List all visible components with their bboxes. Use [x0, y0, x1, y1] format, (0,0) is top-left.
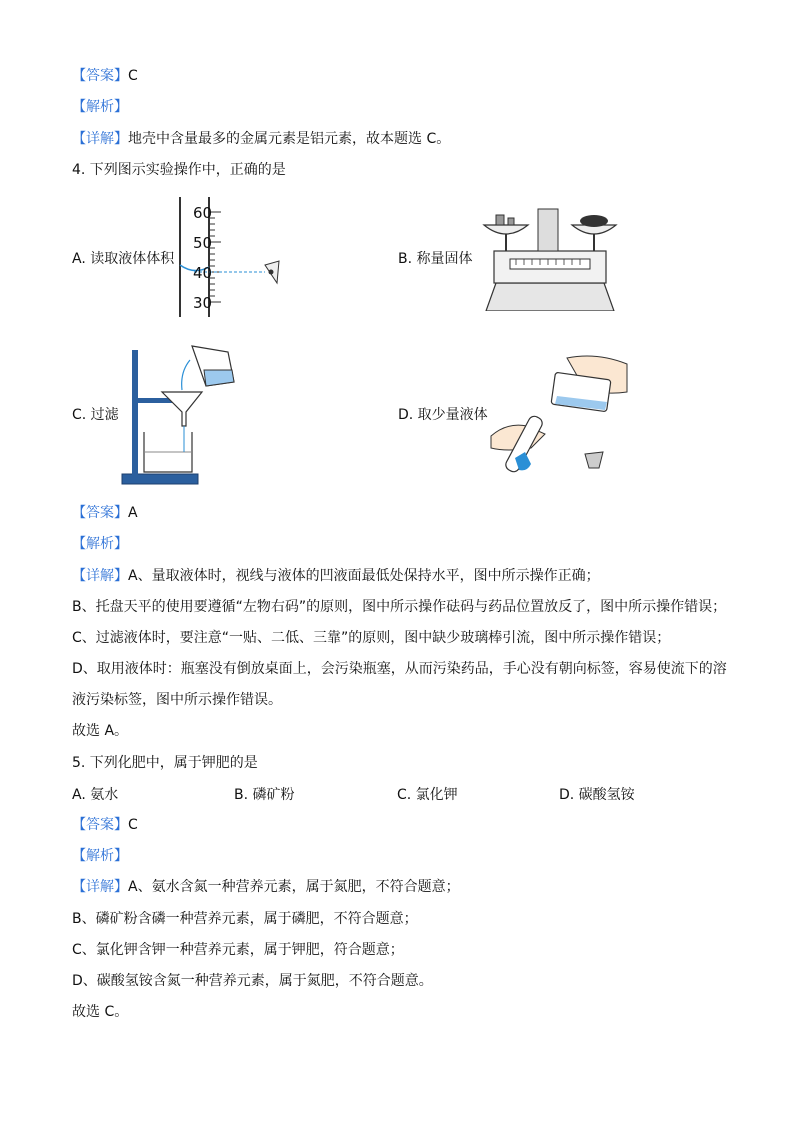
q3-analysis-line: [72, 97, 128, 117]
detail-tag: 【详解】: [72, 568, 128, 584]
q3-detail-line: [72, 129, 450, 149]
analysis-tag: 【解析】: [72, 536, 128, 552]
q4-analysis-line: [72, 534, 128, 554]
q4-option-b: B. 称量固体: [398, 251, 473, 267]
answer-value: C: [128, 68, 138, 84]
q5-option-b: B. 磷矿粉: [234, 787, 295, 803]
q5-detail-c: C、氯化钾含钾一种营养元素，属于钾肥，符合题意；: [72, 942, 404, 958]
eye-icon: [265, 261, 279, 283]
cylinder-tick-40: 40: [193, 264, 213, 282]
detail-tag: 【详解】: [72, 879, 128, 895]
q4-option-a: A. 读取液体体积: [72, 251, 175, 267]
q5-analysis-line: [72, 846, 128, 866]
q5-conclusion: 故选 C。: [72, 1004, 129, 1020]
filter-stand-icon: [120, 342, 240, 487]
q4-option-d: D. 取少量液体: [398, 407, 488, 423]
q5-answer-line: [72, 815, 138, 835]
answer-value: C: [128, 817, 138, 833]
q4-detail-d-line2: 液污染标签，图中所示操作错误。: [72, 692, 282, 708]
q4-detail-d-line1: D、取用液体时：瓶塞没有倒放桌面上，会污染瓶塞，从而污染药品，手心没有朝向标签，容易使流下的溶: [72, 661, 727, 677]
cylinder-tick-30: 30: [193, 294, 213, 312]
q5-detail-b: B、磷矿粉含磷一种营养元素，属于磷肥，不符合题意；: [72, 911, 418, 927]
detail-text: A、氨水含氮一种营养元素，属于氮肥，不符合题意；: [128, 879, 460, 895]
answer-tag: 【答案】: [72, 505, 128, 521]
answer-tag: 【答案】: [72, 68, 128, 84]
q4-answer-line: [72, 503, 138, 523]
balance-icon: [476, 203, 624, 311]
detail-text: A、量取液体时，视线与液体的凹液面最低处保持水平，图中所示操作正确；: [128, 568, 600, 584]
q5-option-c: C. 氯化钾: [397, 787, 458, 803]
cylinder-tick-60: 60: [193, 204, 213, 222]
q4-detail-b: B、托盘天平的使用要遵循“左物右码”的原则，图中所示操作砝码与药品位置放反了，图中所示操作错误；: [72, 599, 727, 615]
q4-stem: 4. 下列图示实验操作中，正确的是: [72, 162, 286, 178]
answer-value: A: [128, 505, 138, 521]
q3-answer-line: [72, 66, 138, 86]
q5-option-d: D. 碳酸氢铵: [559, 787, 635, 803]
cylinder-tick-50: 50: [193, 234, 213, 252]
q5-detail-a: [72, 877, 460, 897]
detail-tag: 【详解】: [72, 131, 128, 147]
q5-stem: 5. 下列化肥中，属于钾肥的是: [72, 755, 258, 771]
q4-option-c: C. 过滤: [72, 407, 119, 423]
analysis-tag: 【解析】: [72, 99, 128, 115]
answer-tag: 【答案】: [72, 817, 128, 833]
analysis-tag: 【解析】: [72, 848, 128, 864]
q4-detail-c: C、过滤液体时，要注意“一贴、二低、三靠”的原则，图中缺少玻璃棒引流，图中所示操作错误；: [72, 630, 671, 646]
q5-detail-d: D、碳酸氢铵含氮一种营养元素，属于氮肥，不符合题意。: [72, 973, 433, 989]
pour-liquid-icon: [487, 352, 632, 477]
q4-detail-a: [72, 566, 600, 586]
q5-option-a: A. 氨水: [72, 787, 119, 803]
q4-conclusion: 故选 A。: [72, 723, 129, 739]
detail-text: 地壳中含量最多的金属元素是铝元素，故本题选 C。: [128, 131, 451, 147]
